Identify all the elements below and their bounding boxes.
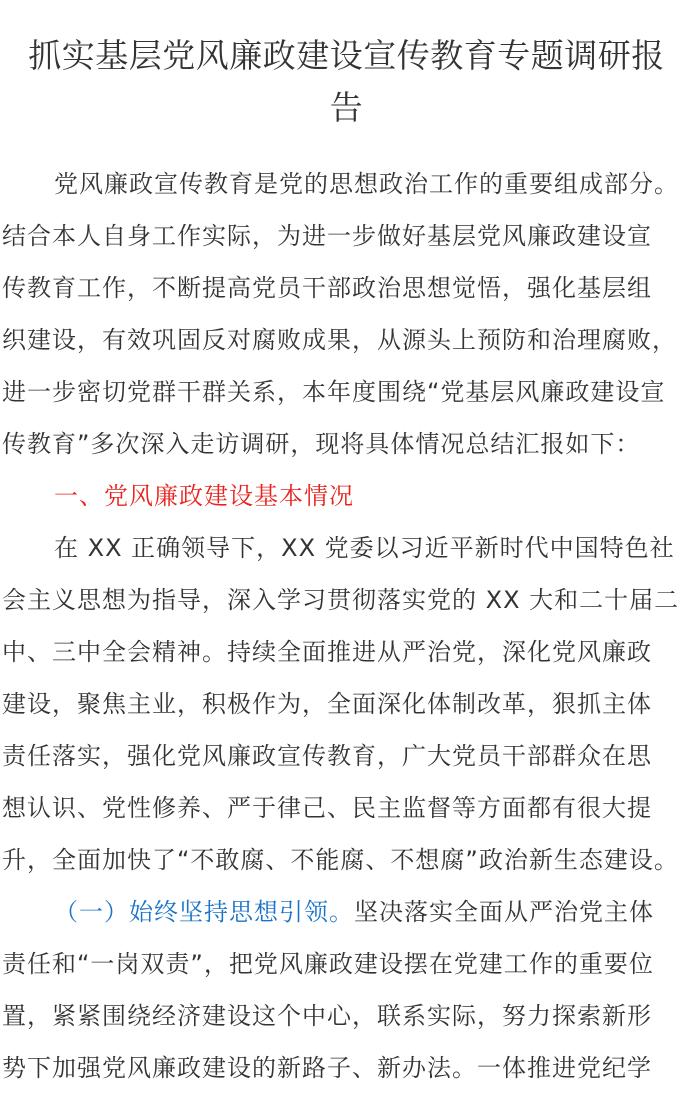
paragraph-line: 党风廉政宣传教育是党的思想政治工作的重要组成部分。 — [54, 170, 679, 198]
paragraph-line: 建设，聚焦主业，积极作为，全面深化体制改革，狠抓主体 — [2, 690, 652, 718]
paragraph-text: 坚决落实全面从严治党主体 — [354, 898, 654, 926]
paragraph-line: 传教育工作，不断提高党员干部政治思想觉悟，强化基层组 — [2, 274, 652, 302]
title-line: 抓实基层党风廉政建设宣传教育专题调研报 — [28, 36, 665, 75]
paragraph-line: 责任和“一岗双责”，把党风廉政建设摆在党建工作的重要位 — [2, 950, 654, 978]
paragraph-line: 中、三中全会精神。持续全面推进从严治党，深化党风廉政 — [2, 638, 652, 666]
section-heading: 一、党风廉政建设基本情况 — [54, 482, 354, 510]
paragraph-line: 想认识、党性修养、严于律己、民主监督等方面都有很大提 — [2, 794, 652, 822]
paragraph-line: 在 XX 正确领导下，XX 党委以习近平新时代中国特色社 — [54, 534, 675, 562]
paragraph-line: 进一步密切党群干群关系，本年度围绕“党基层风廉政建设宣 — [2, 378, 666, 406]
paragraph-line: 升，全面加快了“不敢腐、不能腐、不想腐”政治新生态建设。 — [2, 846, 679, 874]
document-title — [0, 0, 693, 134]
paragraph-line: 会主义思想为指导，深入学习贯彻落实党的 XX 大和二十届二 — [2, 586, 680, 614]
sub-heading: （一）始终坚持思想引领。 — [54, 898, 354, 926]
paragraph-line — [2, 886, 693, 938]
title-line: 告 — [329, 88, 364, 127]
paragraph-line: 结合本人自身工作实际，为进一步做好基层党风廉政建设宣 — [2, 222, 652, 250]
paragraph-line: 势下加强党风廉政建设的新路子、新办法。一体推进党纪学 — [2, 1054, 652, 1082]
paragraph-line: 责任落实，强化党风廉政宣传教育，广大党员干部群众在思 — [2, 742, 652, 770]
paragraph-line: 传教育”多次深入走访调研，现将具体情况总结汇报如下： — [2, 430, 641, 458]
document-body — [2, 158, 693, 1094]
paragraph-line: 织建设，有效巩固反对腐败成果，从源头上预防和治理腐败， — [2, 326, 677, 354]
paragraph-line: 置，紧紧围绕经济建设这个中心，联系实际，努力探索新形 — [2, 1002, 652, 1030]
